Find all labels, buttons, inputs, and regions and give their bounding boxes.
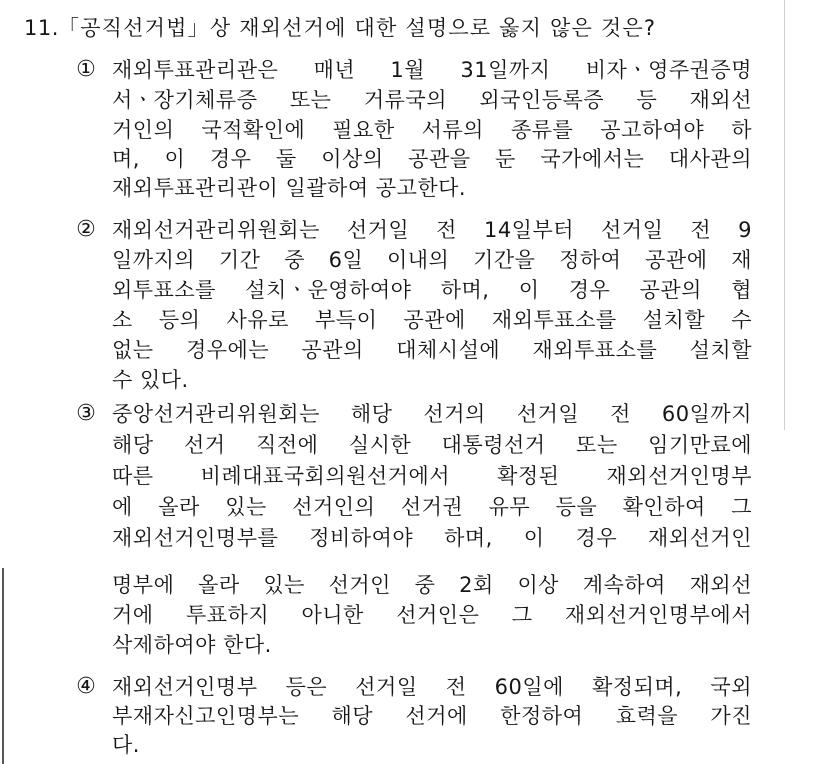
option-text-line: 에 올라 있는 선거인의 선거권 유무 등을 확인하여 그: [112, 495, 752, 519]
option-text-line: 재외선거인명부를 정비하여야 하며, 이 경우 재외선거인: [112, 526, 752, 550]
option-text-line: 재외투표관리관은 매년 1월 31일까지 비자ㆍ영주권증명: [112, 58, 752, 82]
option-text-line: 거인의 국적확인에 필요한 서류의 종류를 공고하여야 하: [112, 118, 752, 142]
option-text-line: 삭제하여야 한다.: [112, 633, 272, 657]
option-text-line: 명부에 올라 있는 선거인 중 2회 이상 계속하여 재외선: [112, 573, 752, 597]
option-marker: ③: [76, 401, 96, 426]
page-margin-line: [2, 568, 4, 764]
option-text-line: 중앙선거관리위원회는 해당 선거의 선거일 전 60일까지: [112, 402, 752, 426]
option-text-line: 다.: [112, 733, 140, 757]
question-stem: 「공직선거법」상 재외선거에 대한 설명으로 옳지 않은 것은?: [58, 16, 657, 40]
option-marker: ④: [76, 674, 96, 699]
option-text-line: 부재자신고인명부는 해당 선거에 한정하여 효력을 가진: [112, 704, 752, 728]
option-text-line: 거에 투표하지 아니한 선거인은 그 재외선거인명부에서: [112, 603, 752, 627]
option-marker: ②: [76, 217, 96, 242]
option-text-line: 재외투표관리관이 일괄하여 공고한다.: [112, 176, 467, 200]
option-text-line: 해당 선거 직전에 실시한 대통령선거 또는 임기만료에: [112, 433, 752, 457]
option-text-line: 없는 경우에는 공관의 대체시설에 재외투표소를 설치할: [112, 338, 752, 362]
option-text-line: 소 등의 사유로 부득이 공관에 재외투표소를 설치할 수: [112, 308, 752, 332]
question-number: 11.: [24, 16, 59, 40]
option-text-line: 수 있다.: [112, 368, 189, 392]
column-divider: [784, 0, 785, 430]
option-text-line: 일까지의 기간 중 6일 이내의 기간을 정하여 공관에 재: [112, 248, 752, 272]
option-text-line: 재외선거관리위원회는 선거일 전 14일부터 선거일 전 9: [112, 218, 752, 242]
option-text-line: 며, 이 경우 둘 이상의 공관을 둔 국가에서는 대사관의: [112, 147, 752, 171]
option-text-line: 재외선거인명부 등은 선거일 전 60일에 확정되며, 국외: [112, 675, 752, 699]
option-text-line: 외투표소를 설치ㆍ운영하여야 하며, 이 경우 공관의 협: [112, 278, 752, 302]
option-text-line: 따른 비례대표국회의원선거에서 확정된 재외선거인명부: [112, 464, 752, 488]
option-marker: ①: [76, 57, 96, 82]
option-text-line: 서ㆍ장기체류증 또는 거류국의 외국인등록증 등 재외선: [112, 88, 752, 112]
